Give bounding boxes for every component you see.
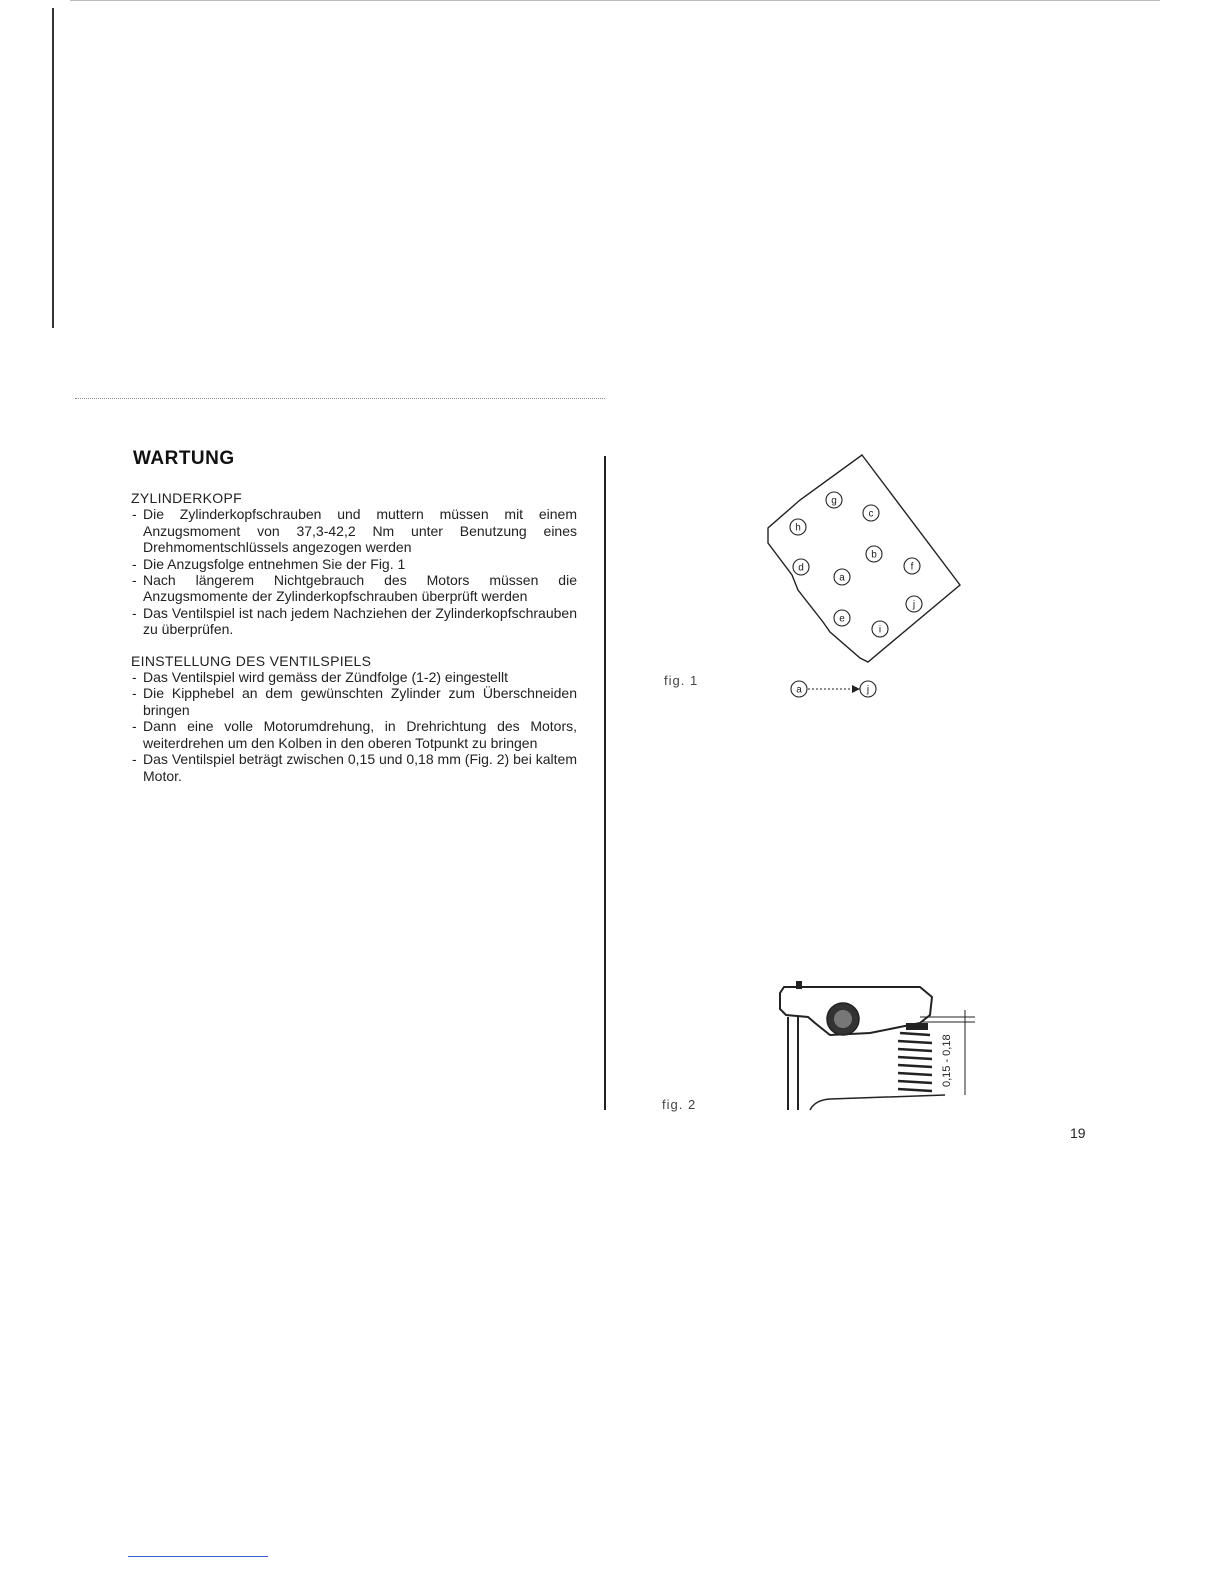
column-divider [604, 456, 606, 1110]
cylinder-head-outline [768, 455, 960, 662]
list-item: - Die Anzugsfolge entnehmen Sie der Fig. 1 [131, 556, 577, 572]
sequence-legend [791, 681, 876, 697]
list-item: - Nach längerem Nichtgebrauch des Motors müssen die Anzugsmomente der Zylinderkopfschrauben überprüft werden [131, 572, 577, 605]
scan-dotted-band [75, 398, 605, 399]
zylinderkopf-list [131, 506, 577, 637]
valve-spring [898, 1033, 932, 1091]
svg-text:j: j [866, 684, 870, 696]
svg-text:i: i [878, 624, 882, 636]
svg-text:a: a [839, 572, 845, 584]
fig2-label: fig. 2 [662, 1097, 697, 1112]
list-item: - Die Kipphebel an dem gewünschten Zylinder zum Überschneiden bringen [131, 685, 577, 718]
push-rod [788, 1017, 798, 1110]
page-number: 19 [1070, 1125, 1086, 1141]
list-item: - Das Ventilspiel ist nach jedem Nachziehen der Zylinderkopfschrauben zu überprüfen. [131, 605, 577, 638]
scan-top-rule [70, 0, 1160, 1]
clearance-label: 0,15 - 0,18 [941, 1034, 953, 1087]
bolt-b [866, 546, 882, 562]
bolt-h [790, 519, 806, 535]
svg-text:c: c [868, 508, 874, 520]
list-item: - Die Zylinderkopfschrauben und muttern müssen mit einem Anzugsmoment von 37,3-42,2 Nm unter Benutzung eines Drehmomentschlüssels angezogen werden [131, 506, 577, 555]
bottom-rule [128, 1556, 268, 1557]
svg-text:b: b [871, 549, 877, 561]
svg-text:f: f [910, 561, 914, 573]
arrow-right-icon [852, 685, 860, 693]
ventilspiel-list [131, 669, 577, 784]
bolt-f [904, 558, 920, 574]
svg-text:d: d [798, 562, 804, 574]
bolt-g [826, 492, 842, 508]
valve-cap [906, 1023, 928, 1030]
section-title-zylinderkopf: ZYLINDERKOPF [131, 490, 242, 506]
valve-clearance-diagram [770, 975, 980, 1115]
bolt-a [834, 569, 850, 585]
list-item: - Das Ventilspiel beträgt zwischen 0,15 und 0,18 mm (Fig. 2) bei kaltem Motor. [131, 751, 577, 784]
adjust-screw [796, 981, 802, 989]
cylinder-head-diagram [760, 450, 980, 710]
bolt-d [793, 559, 809, 575]
bolt-e [834, 610, 850, 626]
scan-left-rule [52, 8, 54, 328]
svg-text:a: a [796, 684, 802, 696]
svg-text:h: h [795, 522, 801, 534]
svg-text:e: e [839, 613, 845, 625]
list-item: - Das Ventilspiel wird gemäss der Zündfolge (1-2) eingestellt [131, 669, 577, 685]
bolt-c [863, 505, 879, 521]
page-heading: WARTUNG [133, 448, 235, 469]
section-title-ventilspiel: EINSTELLUNG DES VENTILSPIELS [131, 652, 372, 669]
bolt-j [906, 596, 922, 612]
text-column [131, 490, 577, 799]
bolt-i [872, 621, 888, 637]
svg-text:g: g [831, 495, 837, 507]
fig1-label: fig. 1 [664, 673, 699, 688]
list-item: - Dann eine volle Motorumdrehung, in Drehrichtung des Motors, weiterdrehen um den Kolben in den oberen Totpunkt zu bringen [131, 718, 577, 751]
svg-text:j: j [912, 599, 916, 611]
